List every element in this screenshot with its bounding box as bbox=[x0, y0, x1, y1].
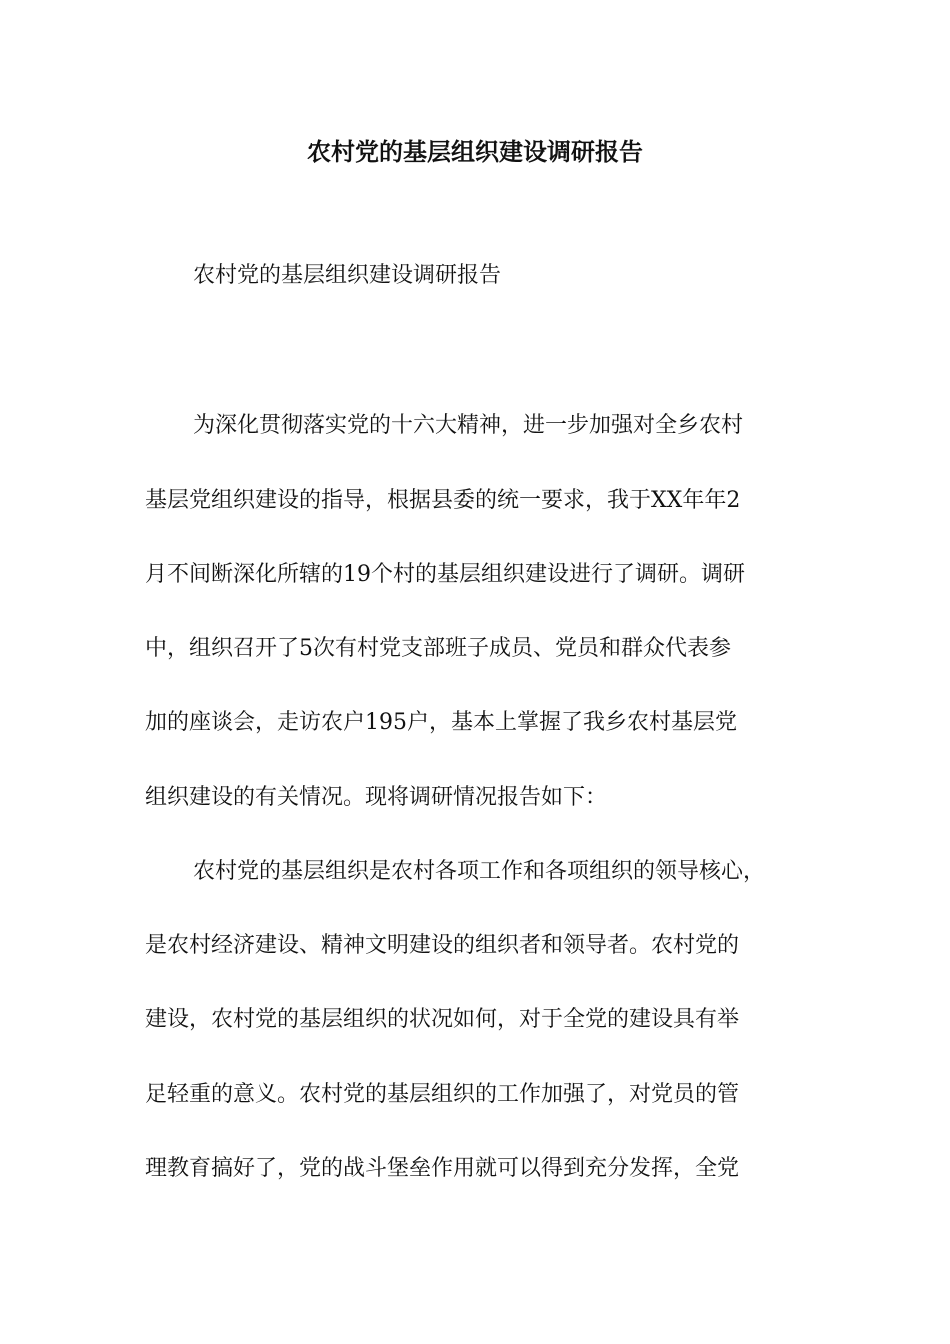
paragraph-1-line-1: 为深化贯彻落实党的十六大精神，进一步加强对全乡农村 bbox=[193, 413, 744, 438]
paragraph-1-line-2: 基层党组织建设的指导，根据县委的统一要求，我于XX年年2 bbox=[145, 488, 741, 513]
document-subtitle: 农村党的基层组织建设调研报告 bbox=[193, 263, 502, 288]
paragraph-1-line-6: 组织建设的有关情况。现将调研情况报告如下： bbox=[145, 785, 608, 810]
paragraph-2-line-4: 足轻重的意义。农村党的基层组织的工作加强了，对党员的管 bbox=[145, 1082, 740, 1107]
paragraph-2-line-3: 建设，农村党的基层组织的状况如何，对于全党的建设具有举 bbox=[145, 1007, 740, 1032]
paragraph-1-line-5: 加的座谈会，走访农户195户，基本上掌握了我乡农村基层党 bbox=[145, 710, 737, 735]
paragraph-1-line-4: 中，组织召开了5次有村党支部班子成员、党员和群众代表参 bbox=[145, 636, 731, 661]
paragraph-2-line-2: 是农村经济建设、精神文明建设的组织者和领导者。农村党的 bbox=[145, 933, 740, 958]
document-title: 农村党的基层组织建设调研报告 bbox=[307, 137, 643, 166]
paragraph-2-line-5: 理教育搞好了，党的战斗堡垒作用就可以得到充分发挥，全党 bbox=[145, 1156, 740, 1181]
paragraph-2-line-1: 农村党的基层组织是农村各项工作和各项组织的领导核心， bbox=[193, 859, 766, 884]
paragraph-1-line-3: 月不间断深化所辖的19个村的基层组织建设进行了调研。调研 bbox=[145, 562, 745, 587]
